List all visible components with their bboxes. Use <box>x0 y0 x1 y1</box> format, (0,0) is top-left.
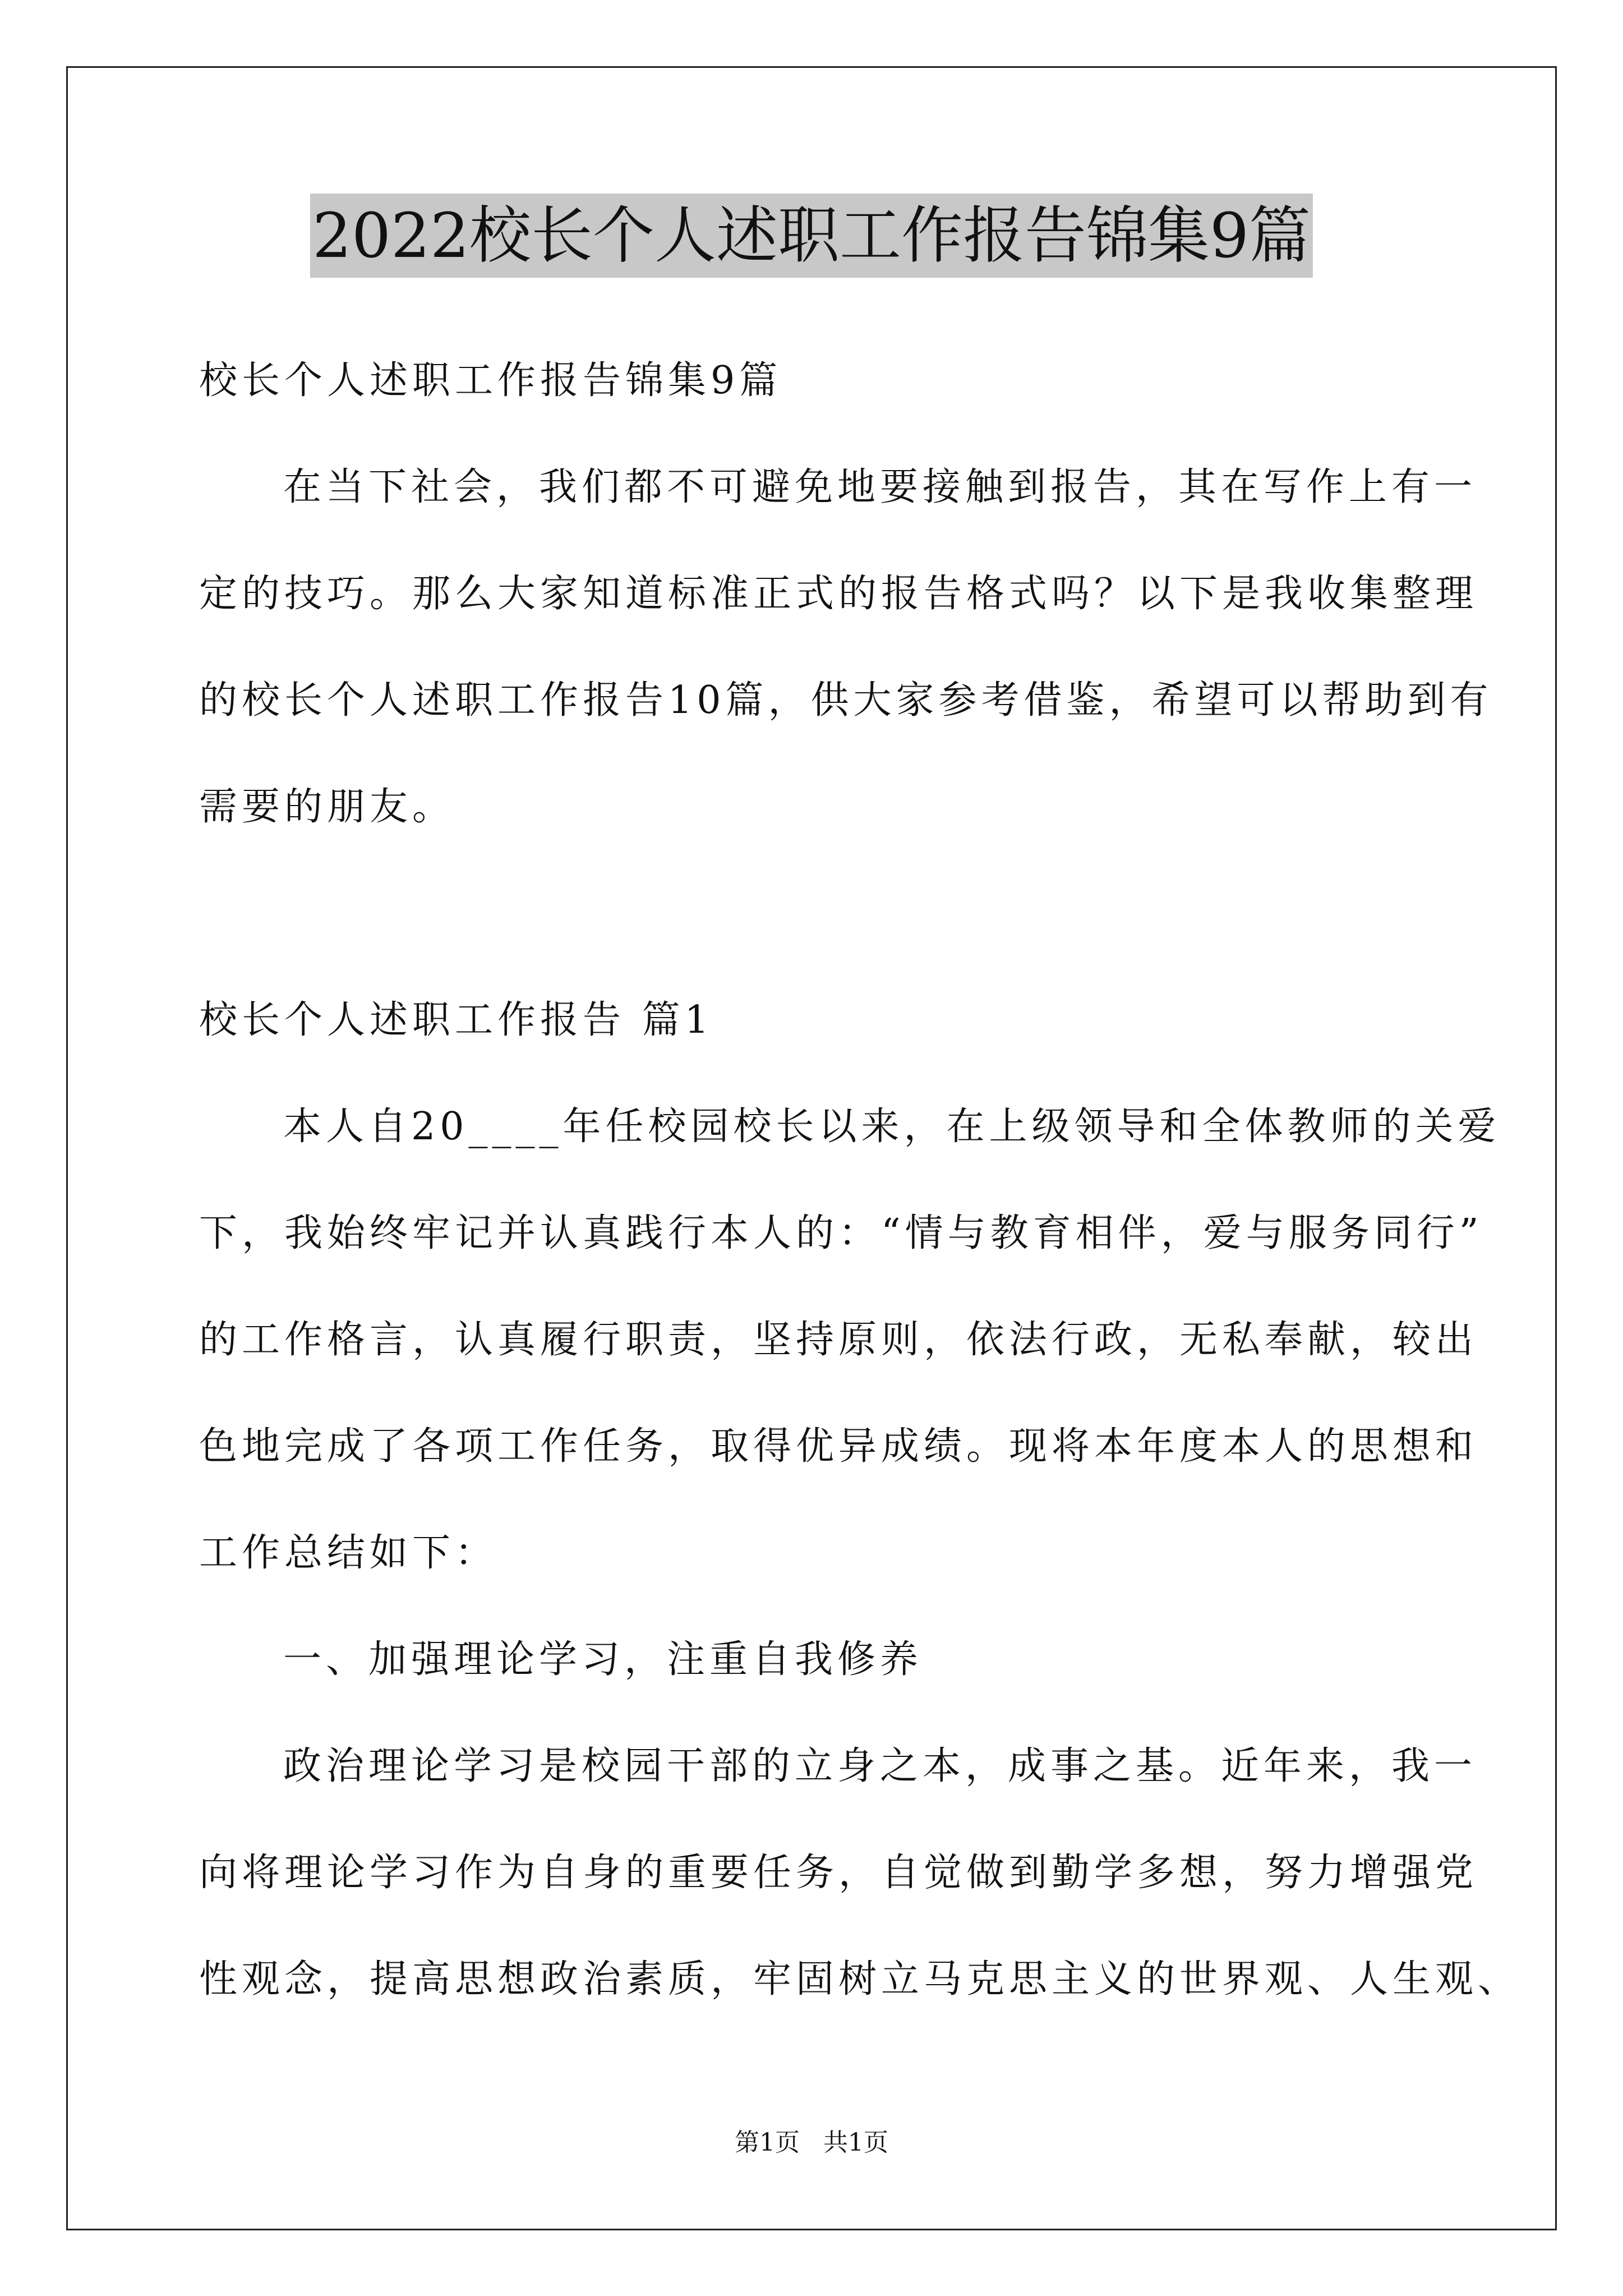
section-heading: 校长个人述职工作报告 篇1 <box>199 998 713 1042</box>
document-title: 2022校长个人述职工作报告锦集9篇 <box>310 194 1313 278</box>
paragraph-line: 的校长个人述职工作报告10篇，供大家参考借鉴，希望可以帮助到有 <box>199 678 1493 723</box>
paragraph-line: 政治理论学习是校园干部的立身之本，成事之基。近年来，我一 <box>283 1744 1477 1788</box>
paragraph-line: 性观念，提高思想政治素质，牢固树立马克思主义的世界观、人生观、 <box>199 1957 1521 2001</box>
paragraph-line: 下，我始终牢记并认真践行本人的：“情与教育相伴，爱与服务同行” <box>199 1211 1483 1255</box>
paragraph-line: 色地完成了各项工作任务，取得优异成绩。现将本年度本人的思想和 <box>199 1424 1478 1469</box>
subsection-heading: 一、加强理论学习，注重自我修养 <box>283 1637 923 1682</box>
paragraph-line: 定的技巧。那么大家知道标准正式的报告格式吗？以下是我收集整理 <box>199 572 1478 616</box>
subtitle-line: 校长个人述职工作报告锦集9篇 <box>199 358 782 403</box>
page-footer: 第1页 共1页 <box>735 2128 888 2157</box>
paragraph-line: 本人自20____年任校园校长以来，在上级领导和全体教师的关爱 <box>283 1105 1501 1149</box>
paragraph-line: 在当下社会，我们都不可避免地要接触到报告，其在写作上有一 <box>283 465 1477 509</box>
paragraph-line: 工作总结如下： <box>199 1531 498 1575</box>
paragraph-line: 向将理论学习作为自身的重要任务，自觉做到勤学多想，努力增强党 <box>199 1851 1478 1895</box>
paragraph-line: 需要的朋友。 <box>199 785 455 829</box>
paragraph-line: 的工作格言，认真履行职责，坚持原则，依法行政，无私奉献，较出 <box>199 1318 1478 1362</box>
title-container <box>0 194 1623 278</box>
